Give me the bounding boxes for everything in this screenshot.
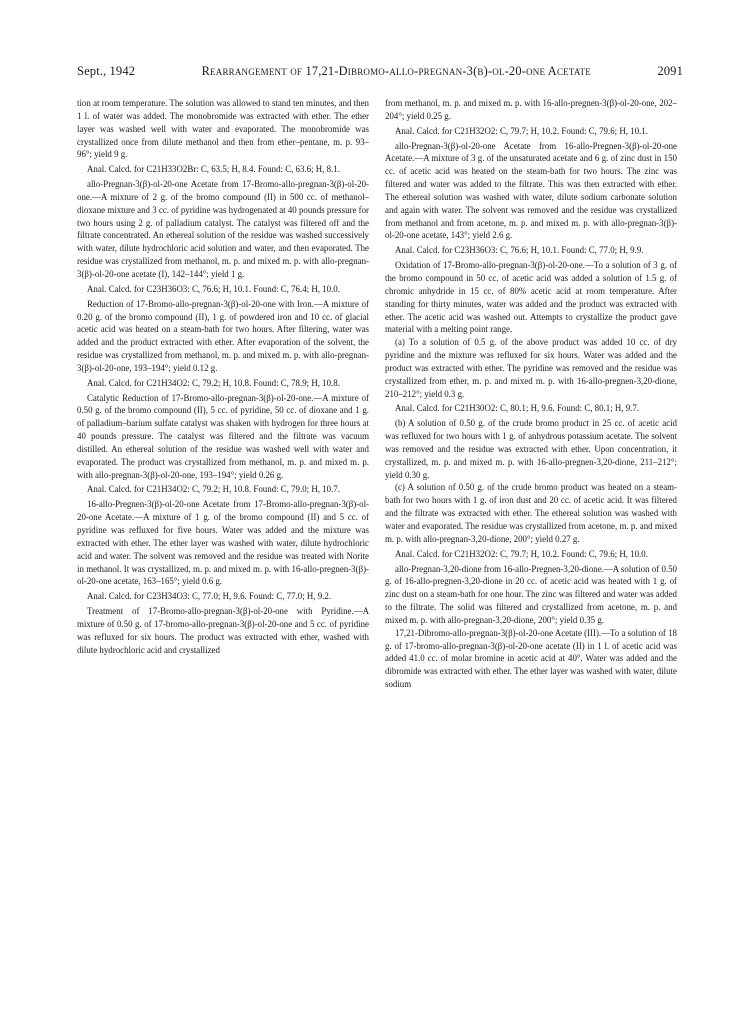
running-title: Rearrangement of 17,21-Dibromo-allo-pregnan-3(β)-ol-20-one Acetate <box>201 64 591 78</box>
running-header <box>77 64 683 84</box>
paragraph: allo-Pregnan-3,20-dione from 16-allo-Pregnen-3,20-dione.—A solution of 0.50 g. of 16-allo-pregnen-3,20-dione in 20 cc. of acetic acid was heated with 1 g. of zinc dust on a steam-bath for one hour. The zinc was filtered and water was added to the filtrate. The solid was filtered and crystallized from acetone, m. p. and mixed m. p. with allo-pregnan-3,20-dione, 200°; yield 0.35 g. <box>385 563 677 625</box>
analysis-line: Anal. Calcd. for C21H32O2: C, 79.7; H, 10.2. Found: C, 79.6; H, 10.1. <box>395 125 648 136</box>
page-number: 2091 <box>657 64 683 78</box>
analysis-line: Anal. Calcd. for C23H36O3: C, 76.6; H, 10.1. Found: C, 76.4; H, 10.0. <box>87 283 340 294</box>
analysis-line: Anal. Calcd. for C23H34O3: C, 77.0; H, 9.6. Found: C, 77.0; H, 9.2. <box>87 591 332 602</box>
paragraph: Catalytic Reduction of 17-Bromo-allo-pregnan-3(β)-ol-20-one.—A mixture of 0.50 g. of the bromo compound (II), 5 cc. of pyridine, 50 cc. of dioxane and 1 g. of palladium–barium sulfate catalyst was shaken with hydrogen for three hours at 40 pounds pressure. The catalyst was filtered and the filtrate was vacuum distilled. An ethereal solution of the residue was washed well with water and evaporated. The product was crystallized from methanol, m. p. and mixed m. p. with allo-pregnan-3(β)-ol-20-one, 193–194°; yield 0.26 g. <box>77 392 369 480</box>
paragraph: 17,21-Dibromo-allo-pregnan-3(β)-ol-20-one Acetate (III).—To a solution of 18 g. of 17-bromo-allo-pregnan-3(β)-ol-20-one acetate (II) in 1 l. of acetic acid was added 41.0 cc. of molar bromine in acetic acid at 40°. Water was added and the dibromide was extracted with ether. The ether layer was washed with water, dilute sodium <box>385 627 677 690</box>
paragraph: allo-Pregnan-3(β)-ol-20-one Acetate from 16-allo-Pregnen-3(β)-ol-20-one Acetate.—A mixture of 3 g. of the unsaturated acetate and 6 g. of zinc dust in 150 cc. of acetic acid was heated on the steam-bath for two hours. The zinc was filtered and water was added to the filtrate. This was then extracted with ether. The ethereal solution was washed with water, dilute sodium carbonate solution and again with water. The solvent was removed and the residue was crystallized from methanol and from acetone, m. p. and mixed m. p. with allo-pregnan-3(β)-ol-20-one acetate, 143°; yield 2.6 g. <box>385 140 677 241</box>
paragraph: (b) A solution of 0.50 g. of the crude bromo product in 25 cc. of acetic acid was refluxed for two hours with 1 g. of anhydrous potassium acetate. The solvent was removed and the residue was extracted with ether. Upon concentration, it crystallized, m. p. and mixed m. p. with 16-allo-pregnen-3,20-dione, 211–212°; yield 0.30 g. <box>385 418 677 480</box>
analysis-line: Anal. Calcd. for C21H30O2: C, 80.1; H, 9.6. Found: C, 80.1; H, 9.7. <box>395 403 640 414</box>
analysis-line: Anal. Calcd. for C21H33O2Br: C, 63.5; H, 8.4. Found: C, 63.6; H, 8.1. <box>87 164 340 175</box>
paragraph: tion at room temperature. The solution was allowed to stand ten minutes, and then 1 l. of water was added. The monobromide was extracted with ether. The ether layer was washed well with water and evaporated. The monobromide was crystallized once from dilute methanol and then from ether–pentane, m. p. 93–96°; yield 9 g. <box>77 98 369 160</box>
paragraph: 16-allo-Pregnen-3(β)-ol-20-one Acetate from 17-Bromo-allo-pregnan-3(β)-ol-20-one Acetate.—A mixture of 1 g. of the bromo compound (II) and 5 cc. of pyridine was refluxed for five hours. Water was added and the mixture was extracted with ether. The ether layer was washed with water, dilute hydrochloric acid and water. The solvent was removed and the residue was treated with Norite in methanol. It was crystallized, m. p. and mixed m. p. with 16-allo-pregnen-3(β)-ol-20-one acetate, 163–165°; yield 0.6 g. <box>77 499 369 587</box>
right-column <box>385 97 677 997</box>
paragraph: Reduction of 17-Bromo-allo-pregnan-3(β)-ol-20-one with Iron.—A mixture of 0.20 g. of the bromo compound (II), 1 g. of powdered iron and 10 cc. of glacial acetic acid was heated on a steam-bath for two hours. After filtering, water was added and the product extracted with ether. After evaporation of the solvent, the residue was crystallized from methanol, m. p. and mixed m. p. with allo-pregnan-3(β)-ol-20-one, 193–194°; yield 0.12 g. <box>77 298 369 373</box>
paragraph: (c) A solution of 0.50 g. of the crude bromo product was heated on a steam-bath for two hours with 1 g. of iron dust and 20 cc. of acetic acid. It was filtered and the filtrate was extracted with ether. The ethereal solution was washed with water and evaporated. The residue was crystallized from acetone, m. p. and mixed m. p. with allo-pregnan-3,20-dione, 200°; yield 0.27 g. <box>385 482 677 544</box>
paragraph: from methanol, m. p. and mixed m. p. with 16-allo-pregnen-3(β)-ol-20-one, 202–204°; yield 0.25 g. <box>385 98 677 121</box>
left-column <box>77 97 369 997</box>
analysis-line: Anal. Calcd. for C21H34O2: C, 79.2; H, 10.8. Found: C, 78.9; H, 10.8. <box>87 377 340 388</box>
analysis-line: Anal. Calcd. for C21H32O2: C, 79.7; H, 10.2. Found: C, 79.6; H, 10.0. <box>395 548 648 559</box>
analysis-line: Anal. Calcd. for C21H34O2: C, 79.2; H, 10.8. Found: C, 79.0; H, 10.7. <box>87 484 340 495</box>
paragraph: Treatment of 17-Bromo-allo-pregnan-3(β)-ol-20-one with Pyridine.—A mixture of 0.50 g. of 17-bromo-allo-pregnan-3(β)-ol-20-one and 5 cc. of pyridine was refluxed for six hours. The product was extracted with ether, washed with dilute hydrochloric acid and crystallized <box>77 606 369 655</box>
issue-date: Sept., 1942 <box>77 64 136 78</box>
paragraph: Oxidation of 17-Bromo-allo-pregnan-3(β)-ol-20-one.—To a solution of 3 g. of the bromo compound in 50 cc. of acetic acid was added a solution of 1.5 g. of chromic anhydride in 15 cc. of 80% acetic acid at room temperature. After standing for thirty minutes, water was added and the product was extracted with ether. The acetic acid was washed out. Attempts to crystallize the product gave material with a melting point range. <box>385 260 677 335</box>
paragraph: (a) To a solution of 0.5 g. of the above product was added 10 cc. of dry pyridine and the mixture was refluxed for six hours. Water was added and the product was extracted with ether. The pyridine was removed and the residue was crystallized from ether, m. p. and mixed m. p. with 16-allo-pregnen-3,20-dione, 210–212°; yield 0.3 g. <box>385 337 677 399</box>
analysis-line: Anal. Calcd. for C23H36O3: C, 76.6; H, 10.1. Found: C, 77.0; H, 9.9. <box>395 245 644 256</box>
paragraph: allo-Pregnan-3(β)-ol-20-one Acetate from 17-Bromo-allo-pregnan-3(β)-ol-20-one.—A mixture of 2 g. of the bromo compound (II) in 500 cc. of methanol–dioxane mixture and 3 cc. of pyridine was hydrogenated at 40 pounds pressure for two hours using 2 g. of palladium catalyst. The catalyst was filtered off and the filtrate concentrated. An ethereal solution of the residue was washed successively with water, dilute hydrochloric acid solution and water, and then evaporated. The residue was crystallized from methanol, m. p. and mixed m. p. with allo-pregnan-3(β)-ol-20-one acetate (I), 142–144°; yield 1 g. <box>77 179 369 279</box>
